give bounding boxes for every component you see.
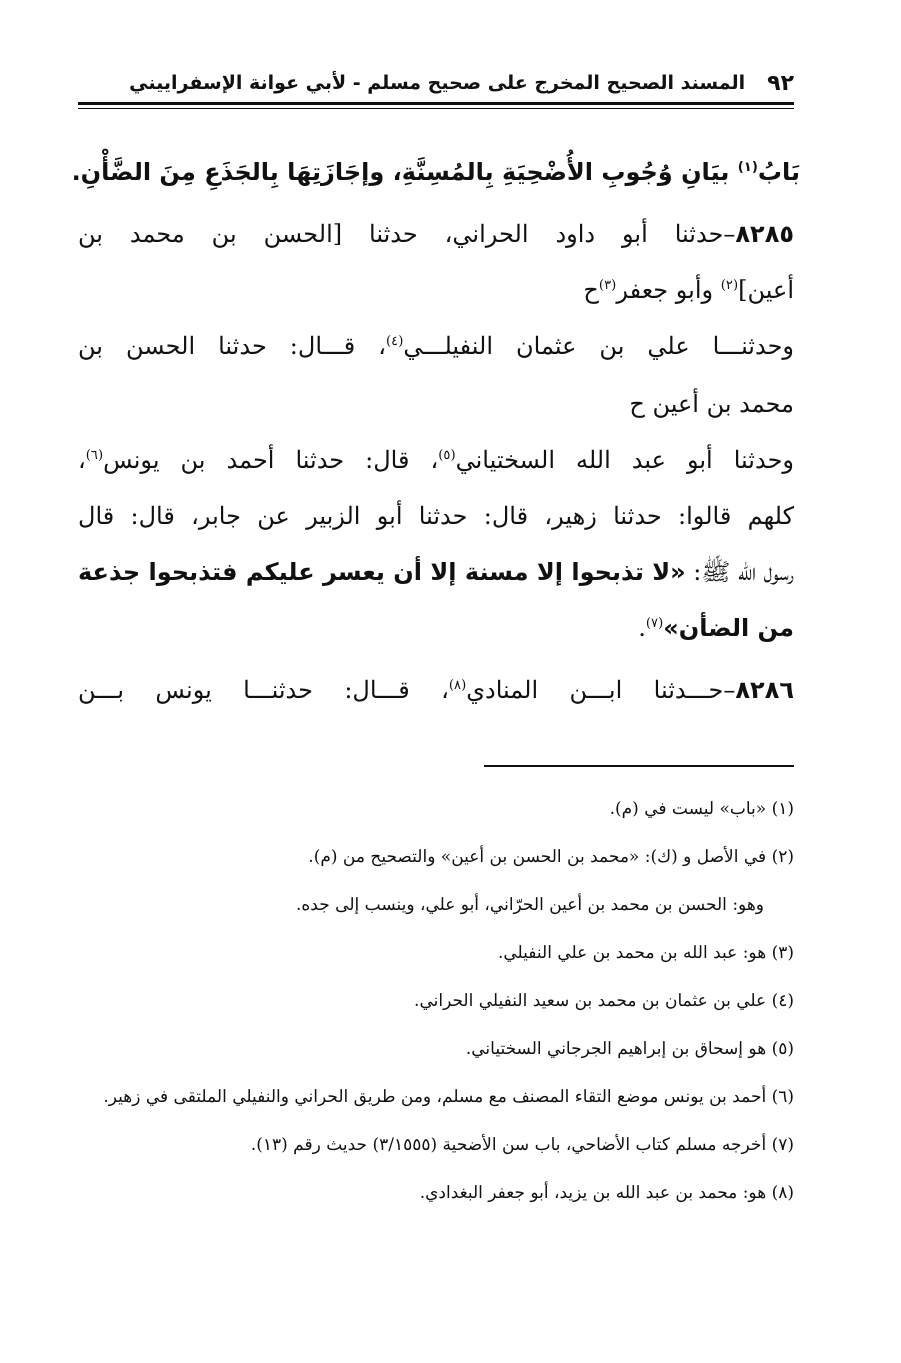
hadith-8285-line-8	[78, 600, 794, 656]
footnote-separator	[484, 765, 794, 767]
footnote-4: (٤) علي بن عثمان بن محمد بن سعيد النفيلي الحراني.	[414, 991, 794, 1011]
hadith-8285-line-3	[78, 318, 794, 374]
text-span: ح	[583, 276, 599, 304]
text-span: وأبو جعفر	[616, 276, 721, 304]
footnote-marker-4: (٤)	[385, 334, 404, 349]
chapter-heading	[70, 142, 800, 202]
hadith-matn: من الضأن»	[663, 614, 794, 642]
text-span: –حـــدثنا ابـــن المنادي	[466, 676, 736, 704]
footnote-8: (٨) هو: محمد بن عبد الله بن يزيد، أبو جعفر البغدادي.	[419, 1183, 794, 1203]
hadith-matn: «لا تذبحوا إلا مسنة إلا أن يعسر عليكم فتذبحوا جذعة	[78, 558, 686, 586]
hadith-number-8286: ٨٢٨٦	[735, 676, 794, 704]
hadith-8285-line-5	[78, 432, 794, 488]
footnote-marker-3: (٣)	[598, 278, 617, 293]
footnote-marker-6: (٦)	[85, 448, 104, 463]
text-span: محمد بن أعين ح	[629, 390, 794, 418]
footnote-marker-7: (٧)	[645, 616, 664, 631]
footnote-2: (٢) في الأصل و (ك): «محمد بن الحسن بن أعين» والتصحيح من (م).	[308, 847, 794, 867]
text-span: ،	[78, 446, 86, 474]
footnote-1: (١) «باب» ليست في (م).	[609, 799, 794, 819]
text-span: وحدثنا أبو عبد الله السختياني	[455, 446, 794, 474]
text-span: ، قـــال: حدثنـــا يونس بـــن	[78, 676, 449, 704]
hadith-number-8285: ٨٢٨٥	[735, 220, 794, 248]
running-header	[78, 64, 794, 102]
hadith-8286-line-1	[78, 662, 794, 718]
hadith-8285-line-1	[78, 206, 794, 262]
hadith-8285-line-2	[78, 262, 794, 318]
chapter-word: بَابُ	[757, 158, 800, 186]
footnote-7: (٧) أخرجه مسلم كتاب الأضاحي، باب سن الأضحية (٣/١٥٥٥) حديث رقم (١٣).	[250, 1135, 794, 1155]
footnote-6: (٦) أحمد بن يونس موضع التقاء المصنف مع مسلم، ومن طريق الحراني والنفيلي الملتقى في زهير.	[103, 1087, 794, 1107]
header-rule-thick	[78, 102, 794, 105]
footnote-marker-1: (١)	[737, 160, 758, 175]
footnote-2-continuation: وهو: الحسن بن محمد بن أعين الحرّاني، أبو علي، وينسب إلى جده.	[296, 895, 764, 915]
text-span: أعين]	[738, 276, 794, 304]
page-number: ٩٢	[767, 70, 794, 96]
footnote-marker-2: (٢)	[720, 278, 739, 293]
hadith-8285-line-7	[78, 544, 794, 600]
footnote-3: (٣) هو: عبد الله بن محمد بن علي النفيلي.	[497, 943, 794, 963]
footnote-marker-8: (٨)	[448, 678, 467, 693]
footnote-marker-5: (٥)	[438, 448, 456, 463]
text-span: ، قـــال: حدثنا الحسن بن	[78, 332, 386, 360]
hadith-8285-line-6	[78, 488, 794, 544]
text-span: وحدثنـــا علي بن عثمان النفيلـــي	[403, 332, 795, 360]
header-rule-thin	[78, 108, 794, 109]
hadith-8285-line-4	[78, 376, 794, 432]
footnote-5: (٥) هو إسحاق بن إبراهيم الجرجاني السختياني.	[465, 1039, 794, 1059]
running-title: المسند الصحيح المخرج على صحيح مسلم - لأبي عوانة الإسفراييني	[129, 72, 746, 94]
text-span: .	[638, 614, 646, 642]
text-span: رسول الله ﷺ:	[685, 558, 795, 586]
text-span: كلهم قالوا: حدثنا زهير، قال: حدثنا أبو الزبير عن جابر، قال: قال	[78, 502, 794, 530]
text-span: –حدثنا أبو داود الحراني، حدثنا [الحسن بن محمد بن	[78, 220, 736, 248]
chapter-title-text: بيَانِ وُجُوبِ الأُضْحِيَةِ بِالمُسِنَّةِ، وإجَازَتِهَا بِالجَذَعِ مِنَ الضَّأْنِ.	[71, 158, 738, 186]
text-span: ، قال: حدثنا أحمد بن يونس	[103, 446, 439, 474]
